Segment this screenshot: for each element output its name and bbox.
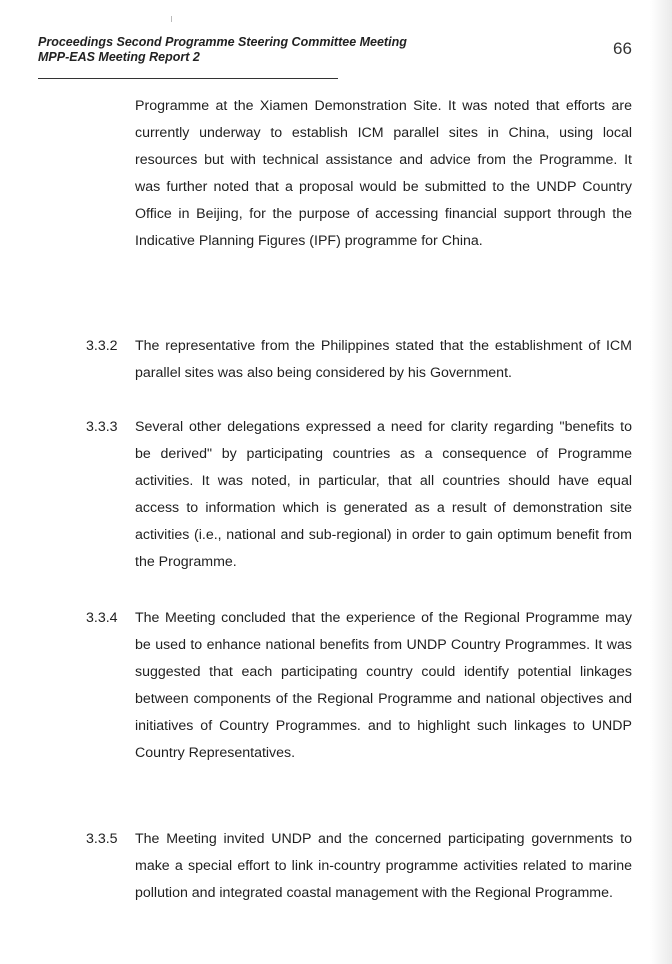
paragraph-text: The Meeting invited UNDP and the concerned participating governments to make a special effort to link in-country programme activities related to marine pollution and integrated coastal management with the Regional Programme.: [135, 831, 632, 901]
scan-edge-shadow: [650, 0, 672, 964]
paragraph-number: 3.3.4: [86, 610, 118, 626]
running-header: [38, 35, 407, 64]
header-divider: [38, 78, 338, 79]
paragraph-text: The representative from the Philippines stated that the establishment of ICM parallel sites was also being considered by his Government.: [135, 338, 632, 381]
page-number: 66: [613, 39, 632, 58]
paragraph-text: Several other delegations expressed a need for clarity regarding "benefits to be derived" by participating countries as a consequence of Programme activities. It was noted, in particular, that all countries should have equal access to information which is generated as a result of demonstration site activities (i.e., national and sub-regional) in order to gain optimum benefit from the Programme.: [135, 419, 632, 570]
header-subtitle: MPP-EAS Meeting Report 2: [38, 49, 200, 64]
paragraph-text: The Meeting concluded that the experience of the Regional Programme may be used to enhance national benefits from UNDP Country Programmes. It was suggested that each participating country could identify potential linkages between components of the Regional Programme and national objectives and initiatives of Country Programmes. and to highlight such linkages to UNDP Country Representatives.: [135, 610, 632, 761]
paragraph-number: 3.3.2: [86, 338, 118, 354]
paragraph-text: Programme at the Xiamen Demonstration Site. It was noted that efforts are currently underway to establish ICM parallel sites in China, using local resources but with technical assistance and advice from the Programme. It was further noted that a proposal would be submitted to the UNDP Country Office in Beijing, for the purpose of accessing financial support through the Indicative Planning Figures (IPF) programme for China.: [135, 98, 632, 249]
header-title: Proceedings Second Programme Steering Committee Meeting: [38, 35, 407, 49]
paragraph-number: 3.3.5: [86, 831, 118, 847]
scan-artifact-mark: [171, 16, 172, 22]
paragraph-number: 3.3.3: [86, 419, 118, 435]
